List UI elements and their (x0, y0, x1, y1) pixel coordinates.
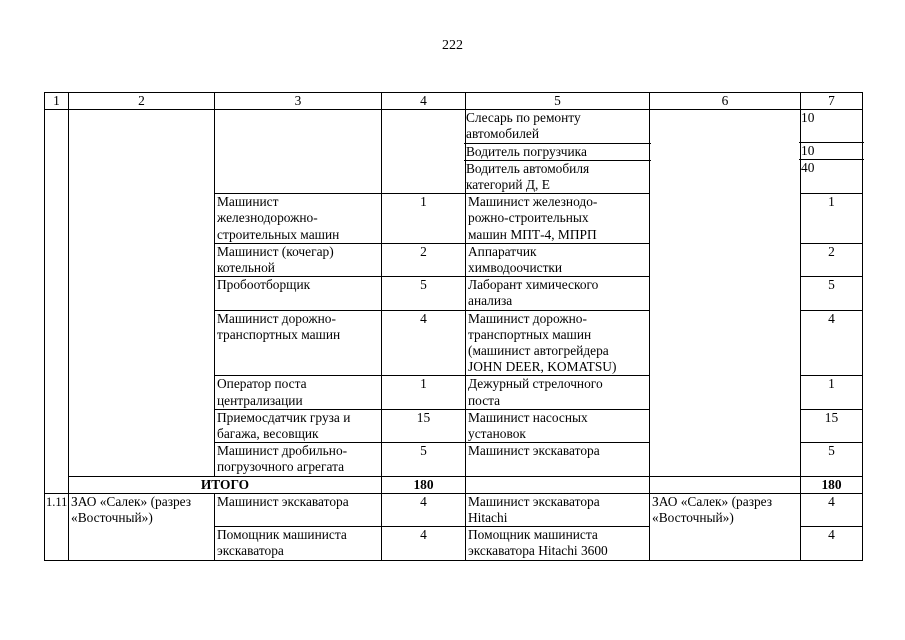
profession-cell: Машинист экскаватора (215, 493, 382, 526)
target-profession-cell: Помощник машиниста экскаватора Hitachi 3600 (466, 527, 650, 560)
total-cell: 5 (801, 277, 863, 310)
target-profession: Водитель автомобиля категорий Д, Е (464, 160, 651, 193)
total-value: 10 (801, 110, 815, 126)
header-cell: 6 (650, 93, 801, 110)
total-cell: 1 (801, 194, 863, 244)
training-table (44, 92, 863, 561)
total-cell: 4 (801, 527, 863, 560)
target-profession: Водитель погрузчика (464, 143, 651, 160)
count-cell: 15 (382, 409, 466, 442)
count-cell (382, 110, 466, 194)
total-row (45, 476, 863, 493)
target-profession: Слесарь по ремонту автомобилей (466, 110, 581, 142)
employer-cell: ЗАО «Салек» (разрез «Восточный») (650, 493, 801, 560)
empty-cell (466, 476, 650, 493)
page-number: 222 (442, 38, 463, 53)
number-cell (45, 110, 69, 494)
table-row (45, 110, 863, 194)
table-row (45, 493, 863, 526)
target-profession-cell: Лаборант химического анализа (466, 277, 650, 310)
header-cell: 3 (215, 93, 382, 110)
header-cell: 5 (466, 93, 650, 110)
total-value: 40 (799, 159, 864, 193)
target-profession-cell: Машинист насосных установок (466, 409, 650, 442)
total-cell: 2 (801, 243, 863, 276)
total-cell: 5 (801, 443, 863, 476)
total-value: 10 (799, 142, 864, 159)
count-cell: 4 (382, 493, 466, 526)
total-cell: 1 (801, 376, 863, 409)
profession-cell: Пробоотборщик (215, 277, 382, 310)
total-cell: 15 (801, 409, 863, 442)
header-cell: 7 (801, 93, 863, 110)
count-cell: 5 (382, 443, 466, 476)
profession-cell: Оператор поста централизации (215, 376, 382, 409)
profession-cell: Приемосдатчик груза и багажа, весовщик (215, 409, 382, 442)
profession-cell: Машинист железнодорожно- строительных машин (215, 194, 382, 244)
header-cell: 2 (69, 93, 215, 110)
profession-cell: Машинист (кочегар) котельной (215, 243, 382, 276)
count-cell: 1 (382, 376, 466, 409)
target-profession-cell: Машинист дорожно- транспортных машин (машинист автогрейдера JOHN DEER, KOMATSU) (466, 310, 650, 376)
header-row (45, 93, 863, 110)
header-cell: 1 (45, 93, 69, 110)
employer-cell (650, 110, 801, 476)
target-profession-cell (466, 110, 650, 194)
total-count: 180 (382, 476, 466, 493)
target-profession-cell: Машинист экскаватора (466, 443, 650, 476)
count-cell: 4 (382, 310, 466, 376)
total-sum: 180 (801, 476, 863, 493)
profession-cell (215, 110, 382, 194)
count-cell: 2 (382, 243, 466, 276)
count-cell: 5 (382, 277, 466, 310)
target-profession-cell: Дежурный стрелочного поста (466, 376, 650, 409)
profession-cell: Машинист дробильно- погрузочного агрегата (215, 443, 382, 476)
target-profession-cell: Аппаратчик химводоочистки (466, 243, 650, 276)
target-profession-cell: Машинист экскаватора Hitachi (466, 493, 650, 526)
count-cell: 4 (382, 527, 466, 560)
target-profession-cell: Машинист железнодо- рожно-строительных машин МПТ-4, МПРП (466, 194, 650, 244)
count-cell: 1 (382, 194, 466, 244)
total-label: ИТОГО (69, 476, 382, 493)
total-cell: 4 (801, 310, 863, 376)
organization-cell (69, 110, 215, 476)
total-cell: 4 (801, 493, 863, 526)
total-cell (801, 110, 863, 194)
header-cell: 4 (382, 93, 466, 110)
section-number: 1.11 (45, 493, 69, 560)
profession-cell: Машинист дорожно- транспортных машин (215, 310, 382, 376)
empty-cell (650, 476, 801, 493)
profession-cell: Помощник машиниста экскаватора (215, 527, 382, 560)
organization-cell: ЗАО «Салек» (разрез «Восточный») (69, 493, 215, 560)
